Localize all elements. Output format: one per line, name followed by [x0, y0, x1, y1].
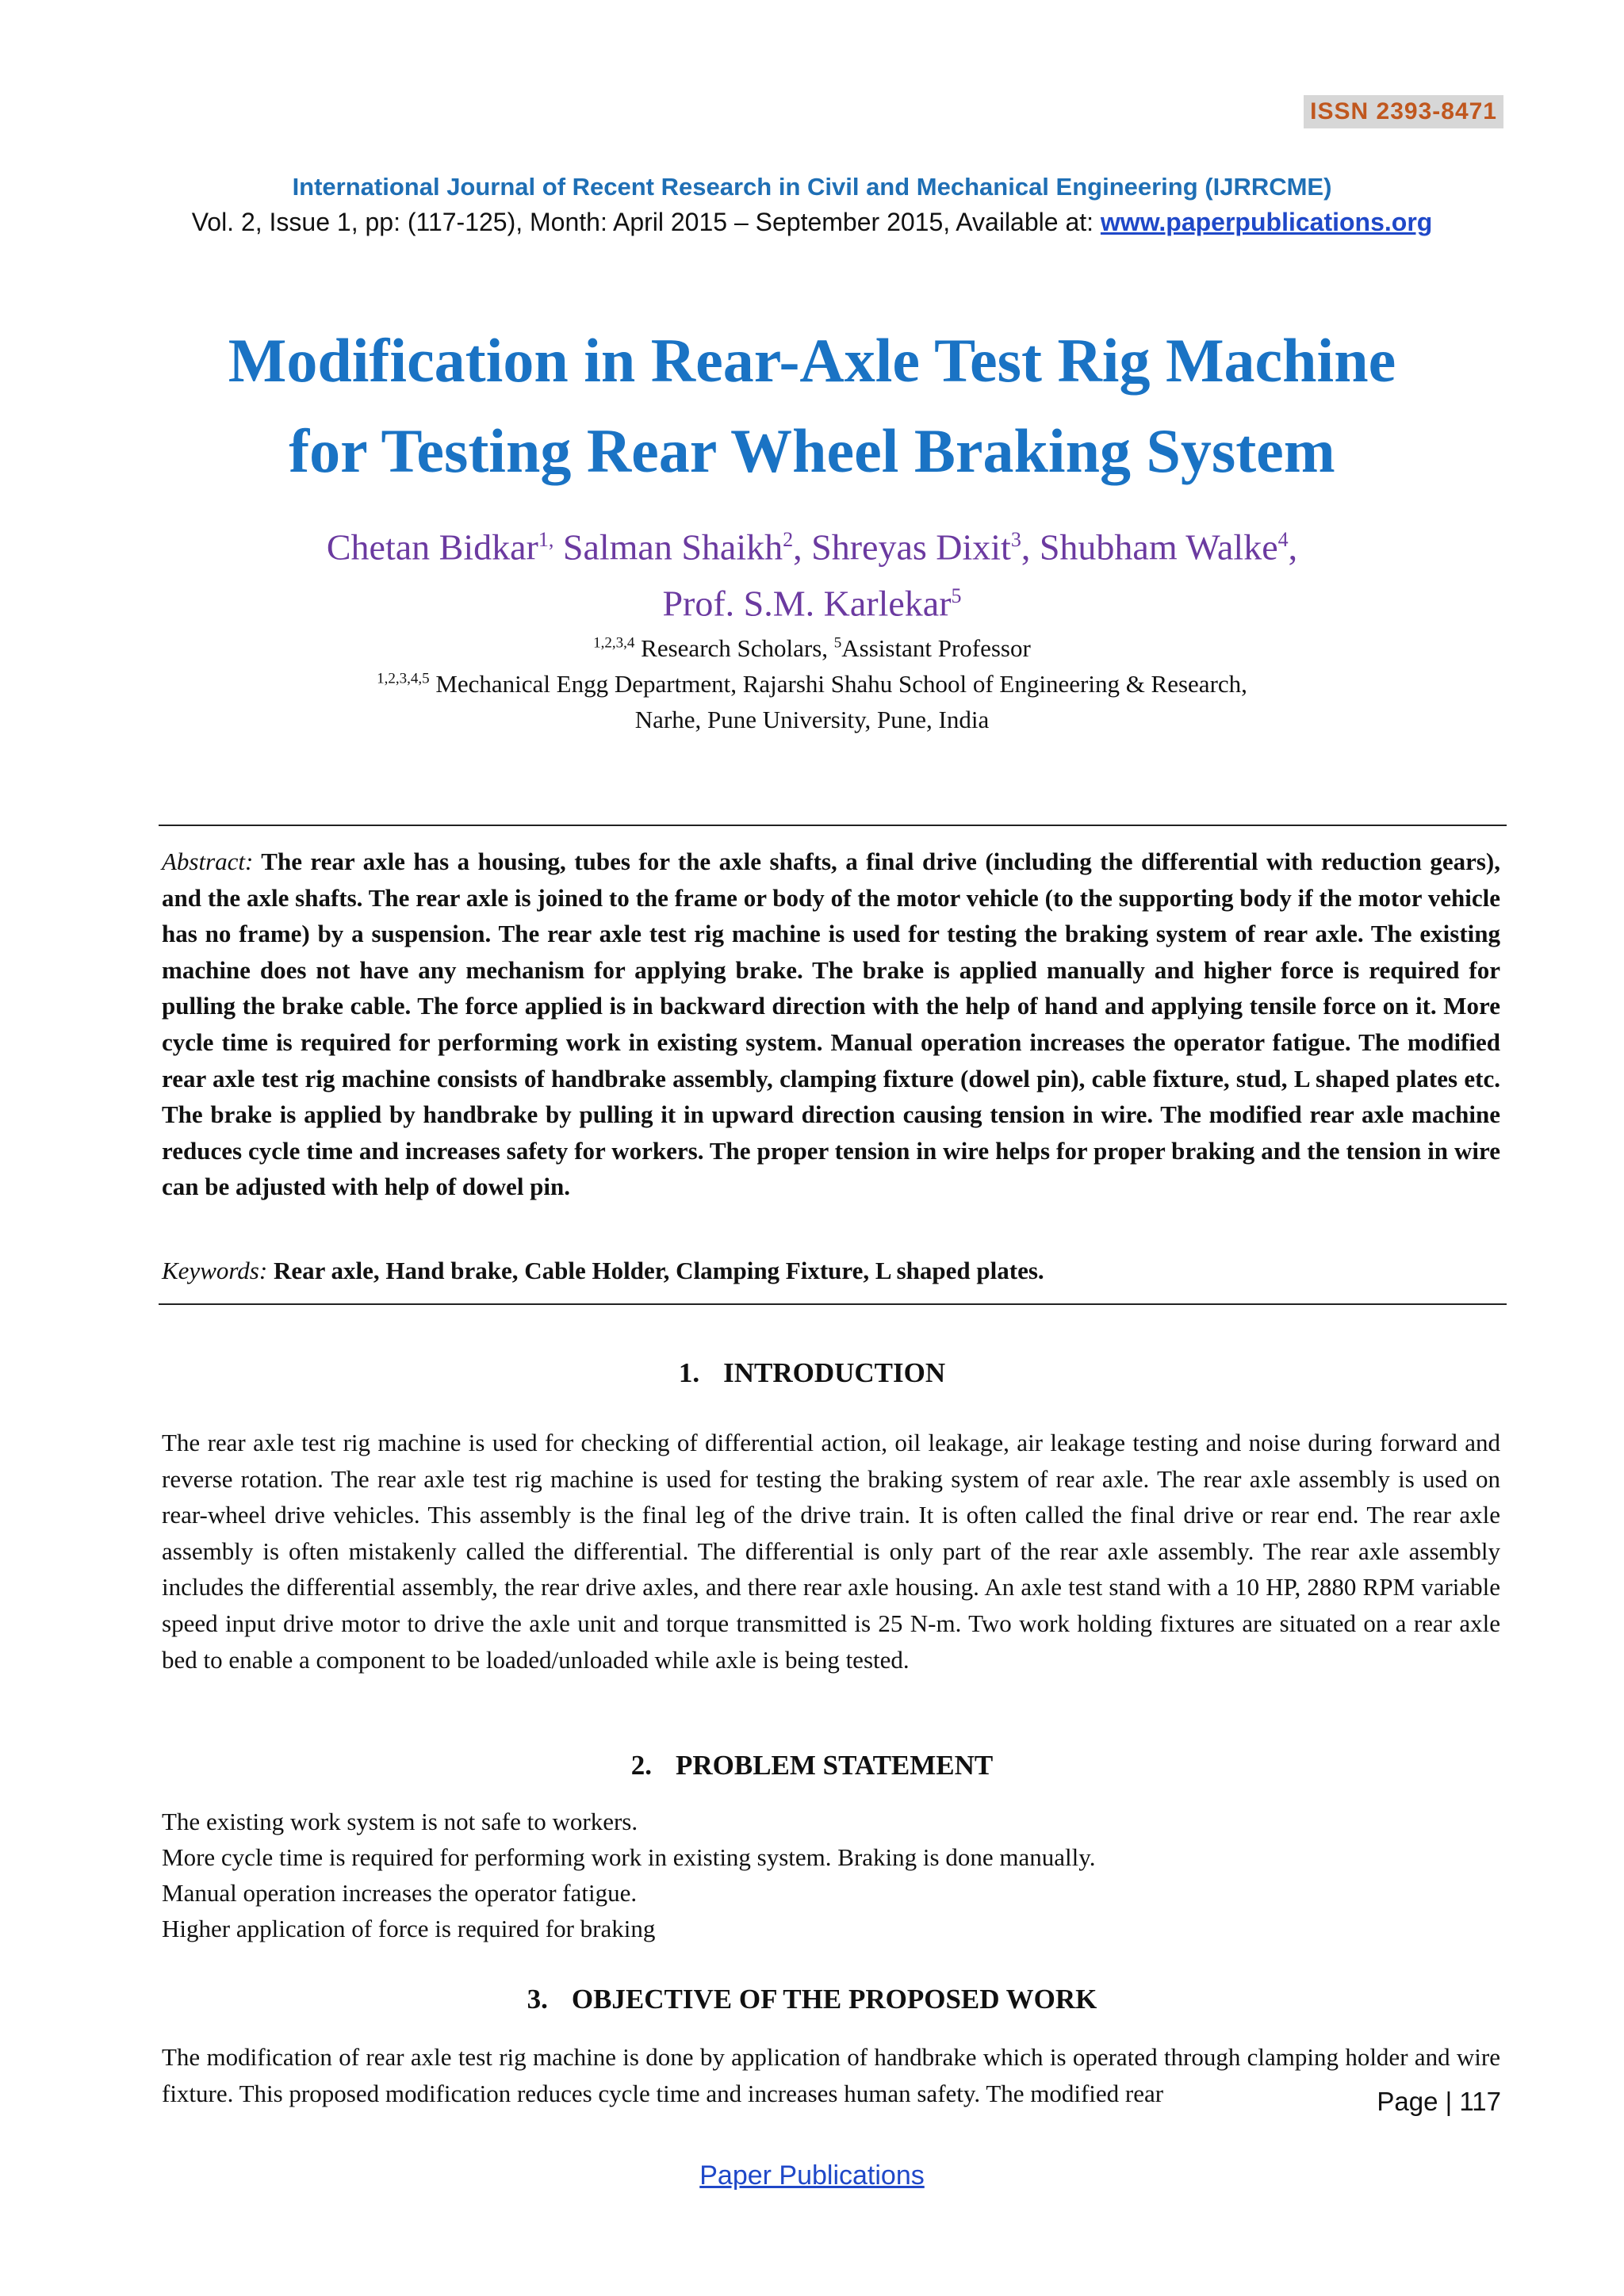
author-3-sup: 3 — [1010, 528, 1021, 551]
author-1-sup: 1, — [538, 528, 554, 551]
affiliation-roles — [0, 634, 1624, 663]
author-3: , Shreyas Dixit — [793, 526, 1011, 568]
section-number: 2. — [630, 1750, 652, 1781]
author-4-sup: 4 — [1277, 528, 1289, 551]
section-heading-introduction — [0, 1357, 1624, 1389]
author-2: Salman Shaikh — [553, 526, 783, 568]
author-list — [0, 515, 1624, 629]
volume-text: Vol. 2, Issue 1, pp: (117-125), Month: April 2015 – September 2015, Available at: — [191, 208, 1101, 236]
introduction-paragraph: The rear axle test rig machine is used for checking of differential action, oil leakage, air leakage testing and noise during forward and reverse rotation. The rear axle test rig machine is used for testing the braking system of rear axle. The rear axle assembly is used on rear-wheel drive vehicles. This assembly is the final leg of the drive train. It is often called the final drive or rear end. The rear axle assembly is often mistakenly called the differential. The differential is only part of the rear axle assembly. The rear axle assembly includes the differential assembly, the rear drive axles, and there rear axle housing. An axle test stand with a 10 HP, 2880 RPM variable speed input drive motor to drive the axle unit and torque transmitted is 25 N-m. Two work holding fixtures are situated on a rear axle bed to enable a component to be loaded/unloaded while axle is being tested. — [162, 1429, 1500, 1674]
problem-line: Manual operation increases the operator fatigue. — [162, 1879, 638, 1907]
author-5: Prof. S.M. Karlekar — [662, 583, 952, 624]
affiliation-location: Narhe, Pune University, Pune, India — [634, 706, 990, 733]
website-link[interactable]: www.paperpublications.org — [1100, 208, 1433, 236]
publisher-link[interactable]: Paper Publications — [699, 2160, 925, 2191]
issn-badge: ISSN 2393-8471 — [1304, 95, 1503, 128]
section-title: PROBLEM STATEMENT — [675, 1750, 994, 1781]
section-heading-objective — [0, 1984, 1624, 2015]
volume-line — [0, 208, 1624, 237]
abstract — [162, 844, 1500, 1205]
author-separator: , — [1288, 526, 1298, 568]
journal-name: International Journal of Recent Research in Civil and Mechanical Engineering (IJRRCME) — [292, 173, 1332, 201]
abstract-text: The rear axle has a housing, tubes for the axle shafts, a final drive (including the differential with reduction gears), and the axle shafts. The rear axle is joined to the frame or body of the motor vehicle (to the supporting body if the motor vehicle has no frame) by a suspension. The rear axle test rig machine is used for testing the braking system of rear axle. The existing machine does not have any mechanism for applying brake. The brake is applied manually and higher force is required for pulling the brake cable. The force applied is in backward direction with the help of hand and applying tensile force on it. More cycle time is required for performing work in existing system. Manual operation increases the operator fatigue. The modified rear axle test rig machine consists of handbrake assembly, clamping fixture (dowel pin), cable fixture, stud, L shaped plates etc. The brake is applied by handbrake by pulling it in upward direction causing tension in wire. The modified rear axle machine reduces cycle time and increases safety for workers. The proper tension in wire helps for proper braking and the tension in wire can be adjusted with help of dowel pin. — [162, 848, 1500, 1201]
section-number: 1. — [678, 1357, 700, 1388]
dept-text: Mechanical Engg Department, Rajarshi Shahu School of Engineering & Research, — [429, 670, 1247, 698]
abstract-bottom-rule — [159, 1303, 1507, 1305]
dept-sup: 1,2,3,4,5 — [377, 670, 430, 687]
section-title: OBJECTIVE OF THE PROPOSED WORK — [571, 1984, 1097, 2015]
abstract-top-rule — [159, 825, 1507, 826]
problem-line: Higher application of force is required for braking — [162, 1915, 656, 1942]
author-5-sup: 5 — [951, 584, 962, 608]
roles-text-2: Assistant Professor — [841, 634, 1031, 662]
section-title: INTRODUCTION — [723, 1357, 946, 1388]
title-line-2: for Testing Rear Wheel Braking System — [289, 416, 1335, 485]
title-line-1: Modification in Rear-Axle Test Rig Machine — [228, 326, 1396, 395]
keywords — [162, 1257, 1500, 1285]
keywords-text: Rear axle, Hand brake, Cable Holder, Clamping Fixture, L shaped plates. — [267, 1257, 1044, 1284]
author-1: Chetan Bidkar — [326, 526, 538, 568]
roles-sup-2: 5 — [833, 634, 842, 652]
section-number: 3. — [527, 1984, 548, 2015]
section-heading-problem-statement — [0, 1750, 1624, 1781]
affiliation-department — [0, 670, 1624, 698]
author-4: , Shubham Walke — [1021, 526, 1278, 568]
page-number: Page | 117 — [1377, 2087, 1501, 2116]
paper-title — [79, 316, 1545, 496]
problem-line: More cycle time is required for performing work in existing system. Braking is done manually. — [162, 1843, 1096, 1871]
author-2-sup: 2 — [783, 528, 794, 551]
objective-paragraph: The modification of rear axle test rig machine is done by application of handbrake which is operated through clamping holder and wire fixture. This proposed modification reduces cycle time and increases human safety. The modified rear — [162, 2043, 1500, 2107]
publisher-footer — [0, 2160, 1624, 2191]
problem-line: The existing work system is not safe to workers. — [162, 1808, 638, 1835]
abstract-label: Abstract: — [162, 848, 254, 875]
keywords-label: Keywords: — [162, 1257, 268, 1284]
roles-text-1: Research Scholars, — [634, 634, 834, 662]
roles-sup-1: 1,2,3,4 — [593, 634, 635, 652]
